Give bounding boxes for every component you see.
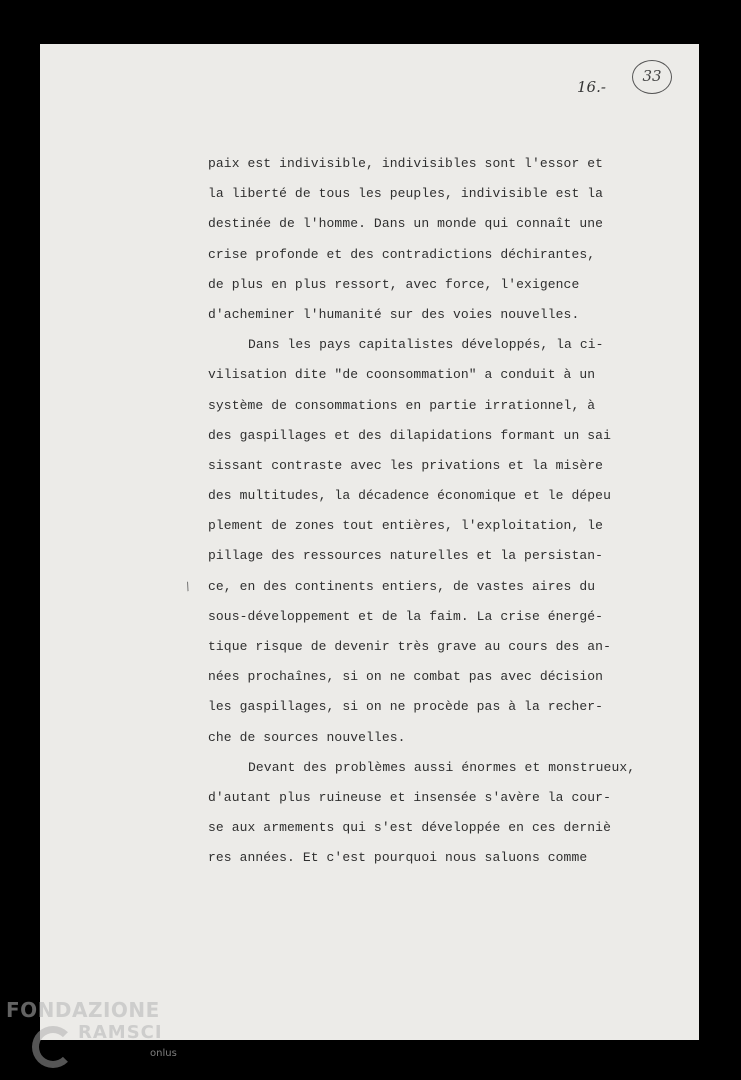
text-line: des multitudes, la décadence économique et le dépeu xyxy=(208,488,611,504)
text-line: paix est indivisible, indivisibles sont l'essor et xyxy=(208,156,604,171)
text-line: tique risque de devenir très grave au cours des an- xyxy=(208,639,611,654)
text-line: se aux armements qui s'est développée en ces derniè xyxy=(208,820,611,836)
fondazione-gramsci-logo xyxy=(6,998,186,1076)
logo-g-icon xyxy=(32,1026,74,1068)
text-line: nées prochaînes, si on ne combat pas avec décision xyxy=(208,669,604,685)
text-line: des gaspillages et des dilapidations formant un sai xyxy=(208,427,611,443)
text-line: destinée de l'homme. Dans un monde qui connaît une xyxy=(208,216,604,232)
text-line: Dans les pays capitalistes développés, la ci- xyxy=(248,337,604,353)
logo-onlus: onlus xyxy=(150,1048,177,1059)
text-line: sissant contraste avec les privations et la misère xyxy=(208,457,604,473)
text-line: pillage des ressources naturelles et la persistan- xyxy=(208,548,604,564)
text-line: vilisation dite "de coonsommation" a conduit à un xyxy=(208,367,596,383)
margin-mark: / xyxy=(183,579,192,594)
typed-text-body xyxy=(208,149,648,874)
page-number: 16.- xyxy=(577,78,606,96)
text-line: la liberté de tous les peuples, indivisible est la xyxy=(208,186,604,202)
text-line: système de consommations en partie irrationnel, à xyxy=(208,397,596,413)
text-line: che de sources nouvelles. xyxy=(208,729,406,745)
text-line: crise profonde et des contradictions déchirantes, xyxy=(208,246,596,262)
logo-text-line1: FONDAZIONE xyxy=(6,998,160,1022)
text-line: sous-développement et de la faim. La crise énergé- xyxy=(208,608,604,624)
text-line: plement de zones tout entières, l'exploitation, le xyxy=(208,518,604,534)
text-line: res années. Et c'est pourquoi nous saluons comme xyxy=(208,850,588,866)
text-line: Devant des problèmes aussi énormes et monstrueux, xyxy=(248,759,636,775)
logo-text-line2: RAMSCI xyxy=(78,1022,163,1043)
text-line: d'acheminer l'humanité sur des voies nouvelles. xyxy=(208,306,580,322)
text-line: ce, en des continents entiers, de vastes aires du xyxy=(208,578,596,594)
archive-number-stamp: 33 xyxy=(632,60,672,94)
text-line: de plus en plus ressort, avec force, l'exigence xyxy=(208,276,580,292)
text-line: les gaspillages, si on ne procède pas à la recher- xyxy=(208,699,604,715)
text-line: d'autant plus ruineuse et insensée s'avère la cour- xyxy=(208,789,611,805)
